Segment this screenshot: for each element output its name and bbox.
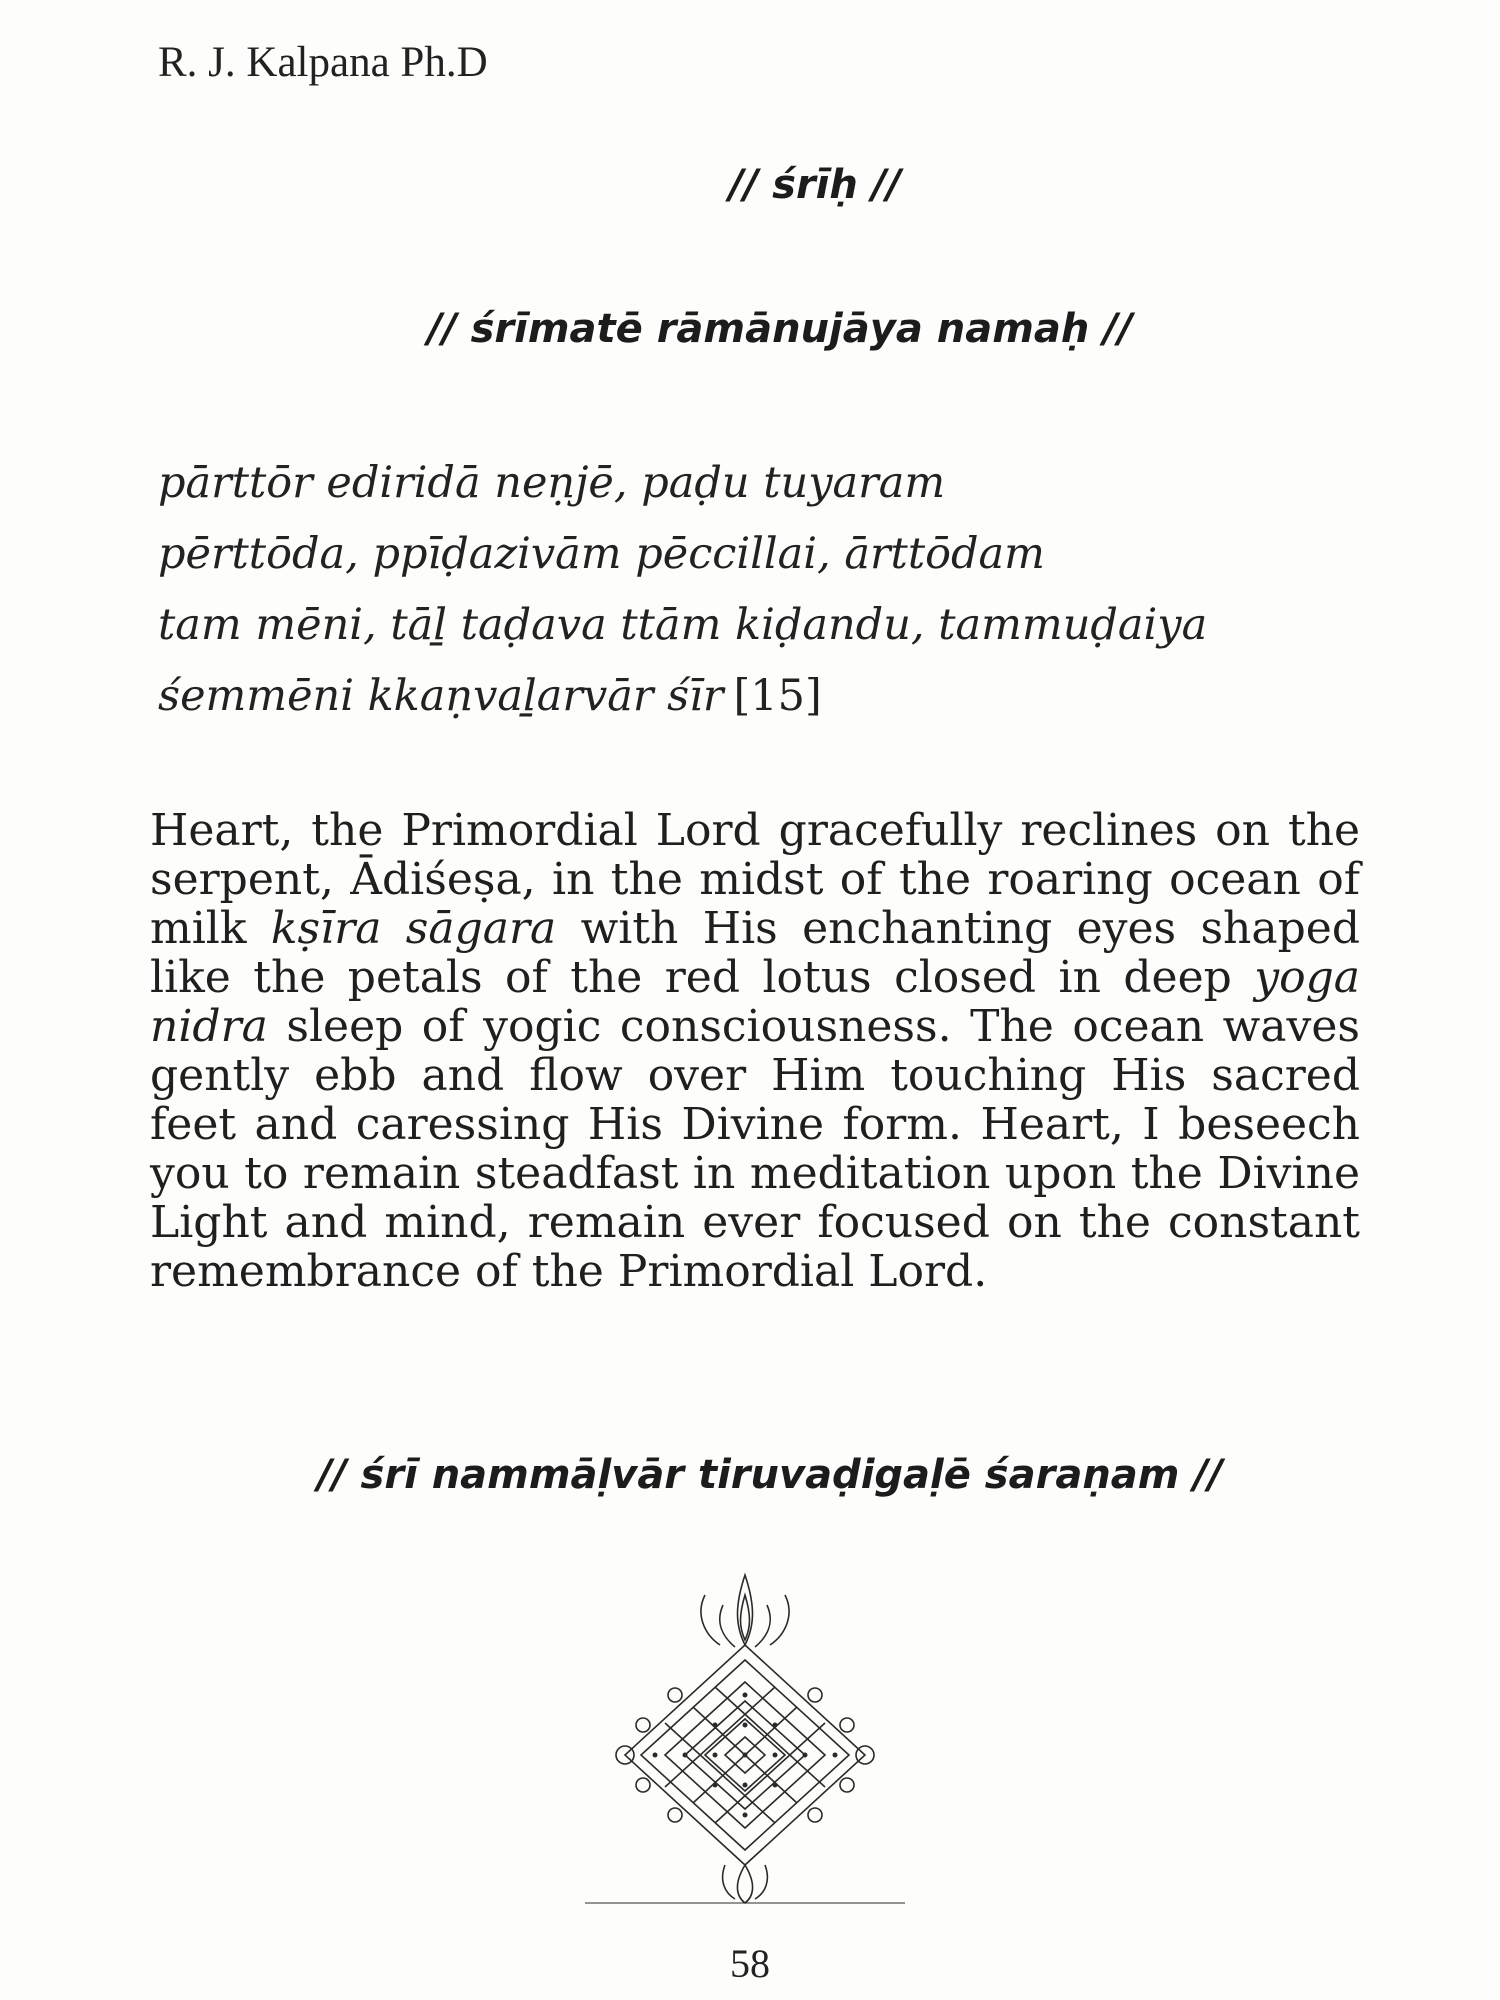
verse-line: pārttōr ediridā neṇjē, paḍu tuyaram bbox=[158, 458, 946, 508]
verse-line: pērttōda, ppīḍazivām pēccillai, ārttōdam bbox=[158, 529, 1045, 579]
translation-text bbox=[150, 806, 1360, 1296]
sanskrit-term: kṣīra sāgara bbox=[270, 903, 557, 954]
verse-line-last bbox=[158, 661, 1207, 732]
verse-line: tam mēni, tāḻ taḍava ttām kiḍandu, tammuḍaiya bbox=[158, 600, 1208, 650]
translation-paragraph bbox=[150, 806, 1360, 1296]
invocation-ramanuja: // śrīmatē rāmānujāya namaḥ // bbox=[427, 306, 1133, 352]
translation-text-part: Heart, the Primordial Lord gracefully reclines on the serpent, Ādiśeṣa, in the midst of the roaring ocean of milk bbox=[150, 805, 1360, 954]
verse-number: [15] bbox=[733, 671, 822, 721]
kolam-ornament-icon bbox=[585, 1565, 905, 1905]
verse-block bbox=[158, 448, 1207, 732]
running-header-author: R. J. Kalpana Ph.D bbox=[158, 39, 488, 86]
invocation-nammalvar: // śrī nammāḷvār tiruvaḍigaḷē śaraṇam // bbox=[317, 1452, 1223, 1498]
invocation-srih: // śrīḥ // bbox=[728, 162, 901, 208]
translation-text-part: with His enchanting eyes shaped like the petals of the red lotus closed in deep bbox=[150, 903, 1360, 1003]
page-number: 58 bbox=[730, 1941, 770, 1986]
sanskrit-term: yoga nidra bbox=[150, 952, 1360, 1052]
translation-text-part: sleep of yogic consciousness. The ocean waves gently ebb and flow over Him touching His sacred feet and caressing His Divine form. Heart, I beseech you to remain steadfast in meditation upon the Divine Light and mind, remain ever focused on the constant remembrance of the Primordial Lord. bbox=[150, 1001, 1360, 1297]
verse-line-text: śemmēni kkaṇvaḻarvār śīr bbox=[158, 671, 724, 721]
